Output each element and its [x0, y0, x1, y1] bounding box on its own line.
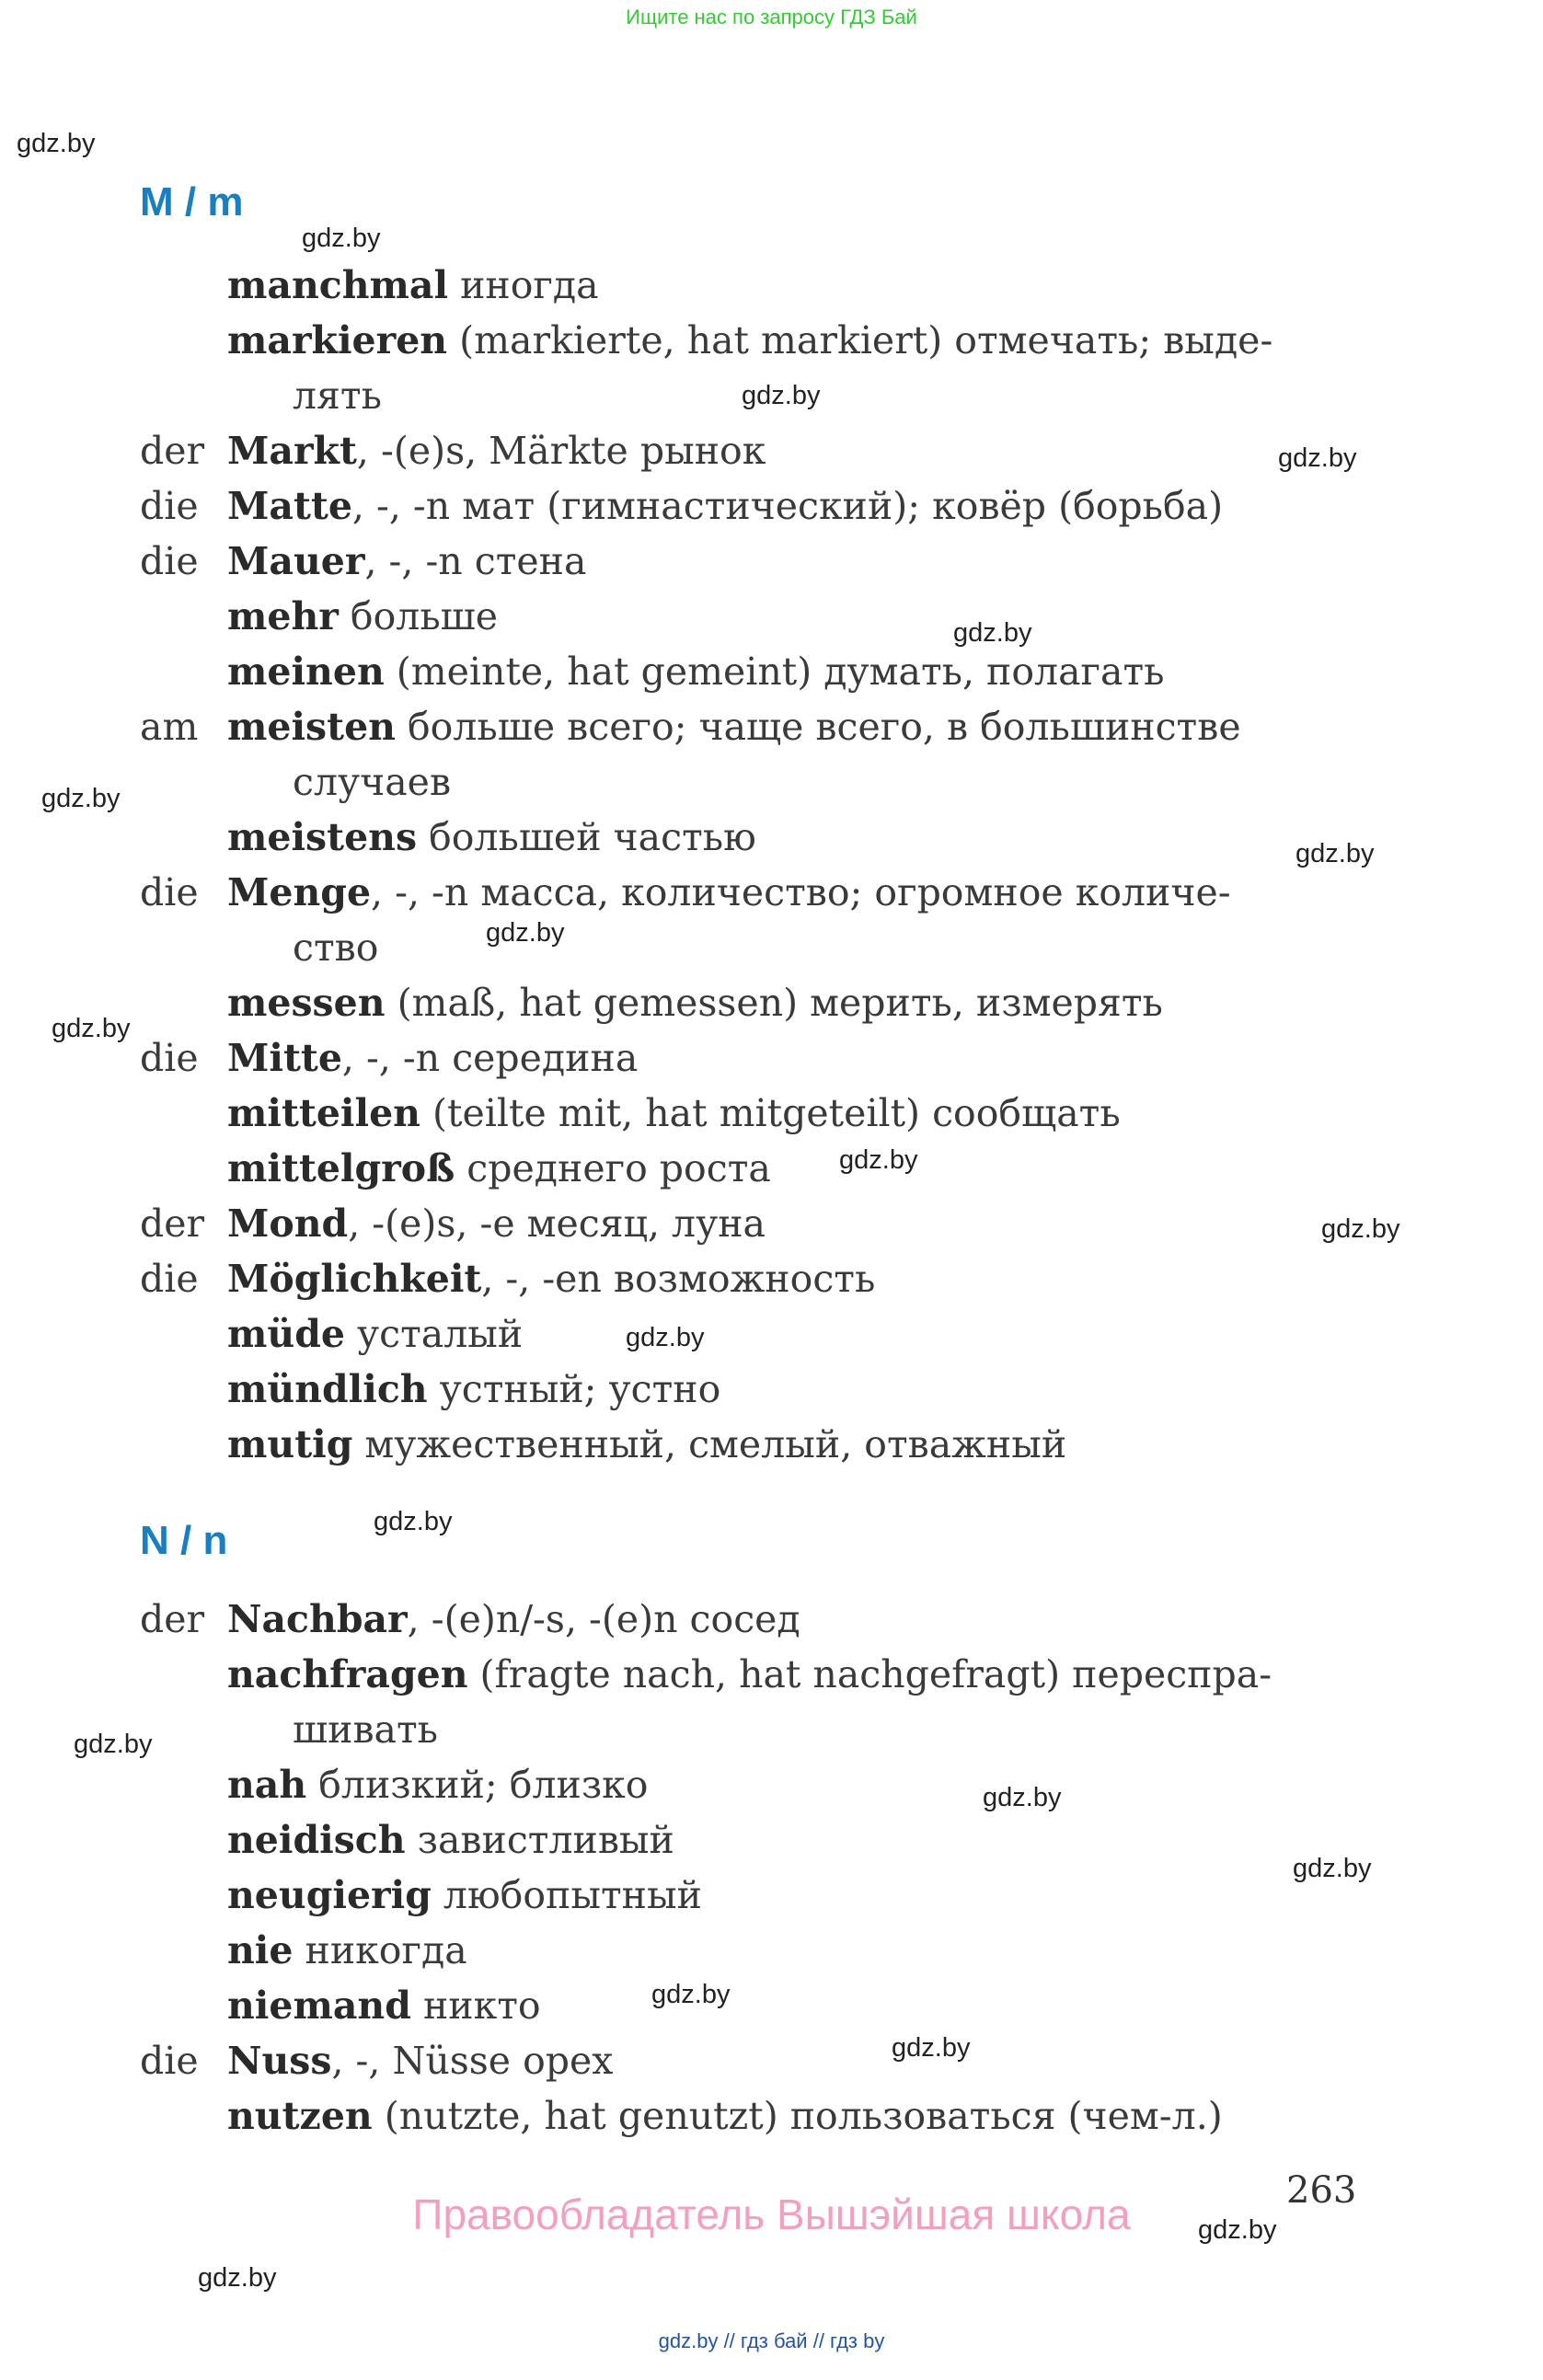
entry-lemma: Mitte [227, 1036, 342, 1080]
entry-continuation: шивать [293, 1707, 438, 1752]
entry-lemma: Matte [227, 484, 352, 528]
entry-definition: , -(e)s, -e месяц, луна [348, 1201, 766, 1246]
entry-article: die [140, 1036, 199, 1080]
watermark: gdz.by [74, 1730, 153, 1759]
watermark: gdz.by [302, 224, 381, 253]
entry-definition: , -, -n мат (гимнастический); ковёр (борьба) [351, 484, 1224, 528]
entry-line [140, 1812, 674, 1868]
entry-definition: (maß, hat gemessen) мерить, измерять [385, 981, 1163, 1025]
watermark: gdz.by [374, 1507, 453, 1536]
entry-line [140, 1251, 875, 1306]
entry-article: der [140, 1597, 205, 1641]
entry-definition: среднего роста [455, 1146, 771, 1190]
bottom-links: gdz.by // гдз бай // гдз by [658, 2329, 885, 2352]
entry-line [140, 810, 756, 865]
entry-definition: большей частью [417, 815, 756, 859]
entry-definition: мужественный, смелый, отважный [352, 1422, 1067, 1466]
entry-lemma: Menge [227, 870, 372, 914]
entry-definition: любопытный [431, 1873, 702, 1917]
watermark: gdz.by [52, 1014, 131, 1043]
watermark: gdz.by [198, 2263, 277, 2293]
entry-lemma: Nachbar [227, 1597, 408, 1641]
section-heading-n: N / n [140, 1518, 228, 1563]
entry-lemma: neugierig [227, 1873, 432, 1917]
entry-lemma: niemand [227, 1983, 411, 2028]
section-heading-m: M / m [140, 179, 244, 224]
entry-lemma: nutzen [227, 2094, 373, 2138]
entry-line [140, 2033, 613, 2088]
entry-lemma: messen [227, 981, 386, 1025]
entry-definition: (markierte, hat markiert) отмечать; выде- [447, 318, 1273, 362]
watermark: gdz.by [983, 1783, 1062, 1812]
entry-definition: никто [410, 1983, 541, 2028]
entry-lemma: Mauer [227, 539, 365, 583]
entry-line [140, 1086, 1121, 1141]
entry-lemma: Markt [227, 429, 357, 473]
entry-line [140, 534, 586, 589]
entry-lemma: neidisch [227, 1818, 406, 1862]
entry-lemma: mittelgroß [227, 1146, 455, 1190]
entry-definition: (fragte nach, hat nachgefragt) переспра- [467, 1652, 1272, 1696]
entry-definition: (nutzte, hat genutzt) пользоваться (чем-л.) [372, 2094, 1223, 2138]
entry-continuation: лять [293, 374, 382, 418]
watermark: gdz.by [892, 2033, 971, 2063]
entry-article: der [140, 429, 205, 473]
entry-definition: , -(e)n/-s, -(e)n сосед [407, 1597, 800, 1641]
entry-article: die [140, 484, 199, 528]
entry-definition: , -, -en возможность [481, 1257, 876, 1301]
entry-article: am [140, 705, 199, 749]
entry-definition: , -, -n середина [341, 1036, 639, 1080]
watermark: gdz.by [1278, 443, 1357, 473]
entry-article: der [140, 1201, 205, 1246]
entry-article: die [140, 539, 199, 583]
entry-definition: , -, -n стена [364, 539, 587, 583]
watermark: gdz.by [651, 1980, 731, 2009]
entry-definition: устный; устно [427, 1367, 721, 1411]
entry-line [140, 975, 1163, 1030]
watermark: gdz.by [17, 129, 96, 158]
entry-definition: , -(e)s, Märkte рынок [356, 429, 766, 473]
entry-lemma: mitteilen [227, 1091, 420, 1135]
entry-lemma: markieren [227, 318, 448, 362]
entry-line [140, 1923, 467, 1978]
entry-article: die [140, 2039, 199, 2083]
entry-lemma: meinen [227, 650, 385, 694]
entry-line [140, 423, 766, 478]
watermark: gdz.by [1293, 1854, 1372, 1883]
watermark: gdz.by [626, 1323, 705, 1352]
entry-article: die [140, 870, 199, 914]
entry-definition: никогда [293, 1928, 467, 1972]
entry-lemma: mehr [227, 594, 339, 638]
copyright-holder: Правообладатель Вышэйшая школа [412, 2190, 1131, 2238]
entry-line [140, 699, 1241, 754]
entry-line [140, 865, 1231, 920]
entry-lemma: nie [227, 1928, 294, 1972]
watermark: gdz.by [1321, 1214, 1400, 1244]
entry-definition: (teilte mit, hat mitgeteilt) сообщать [420, 1091, 1121, 1135]
entry-definition: , -, -n масса, количество; огромное количе- [371, 870, 1231, 914]
entry-line [140, 1030, 638, 1086]
entry-lemma: Möglichkeit [227, 1257, 482, 1301]
entry-lemma: meistens [227, 815, 418, 859]
entry-definition: больше всего; чаще всего, в большинстве [395, 705, 1241, 749]
entry-continuation: случаев [293, 760, 452, 804]
watermark: gdz.by [1198, 2215, 1277, 2245]
watermark: gdz.by [41, 784, 121, 813]
page-number: 263 [1286, 2169, 1357, 2212]
entry-lemma: nachfragen [227, 1652, 468, 1696]
entry-lemma: nah [227, 1763, 307, 1807]
entry-lemma: müde [227, 1312, 345, 1356]
entry-line [140, 258, 599, 313]
entry-line [140, 1362, 720, 1417]
entry-line [140, 1757, 649, 1812]
entry-line [140, 313, 1272, 368]
entry-line [140, 1141, 771, 1196]
entry-line [140, 1417, 1066, 1472]
entry-lemma: Mond [227, 1201, 349, 1246]
top-banner: Ищите нас по запросу ГДЗ Бай [626, 6, 917, 29]
entry-lemma: mutig [227, 1422, 353, 1466]
entry-lemma: manchmal [227, 263, 449, 307]
entry-definition: усталый [344, 1312, 524, 1356]
entry-line [140, 644, 1164, 699]
watermark: gdz.by [742, 381, 821, 410]
watermark: gdz.by [839, 1145, 918, 1175]
entry-definition: завистливый [405, 1818, 674, 1862]
entry-line [140, 478, 1223, 534]
watermark: gdz.by [486, 918, 565, 948]
entry-continuation: ство [293, 926, 379, 970]
entry-line [140, 1978, 541, 2033]
entry-definition: больше [338, 594, 499, 638]
entry-lemma: meisten [227, 705, 396, 749]
entry-line [140, 2088, 1223, 2144]
entry-definition: (meinte, hat gemeint) думать, полагать [384, 650, 1165, 694]
entry-definition: , -, Nüsse орех [331, 2039, 614, 2083]
entry-line [140, 1647, 1272, 1702]
entry-line [140, 589, 498, 644]
watermark: gdz.by [953, 618, 1032, 648]
watermark: gdz.by [1295, 839, 1375, 868]
entry-line [140, 1868, 702, 1923]
entry-article: die [140, 1257, 199, 1301]
entry-line [140, 1306, 523, 1362]
entry-line [140, 1196, 766, 1251]
entry-lemma: mündlich [227, 1367, 428, 1411]
entry-line [140, 1592, 800, 1647]
entry-lemma: Nuss [227, 2039, 332, 2083]
entry-definition: иногда [448, 263, 599, 307]
entry-definition: близкий; близко [306, 1763, 649, 1807]
